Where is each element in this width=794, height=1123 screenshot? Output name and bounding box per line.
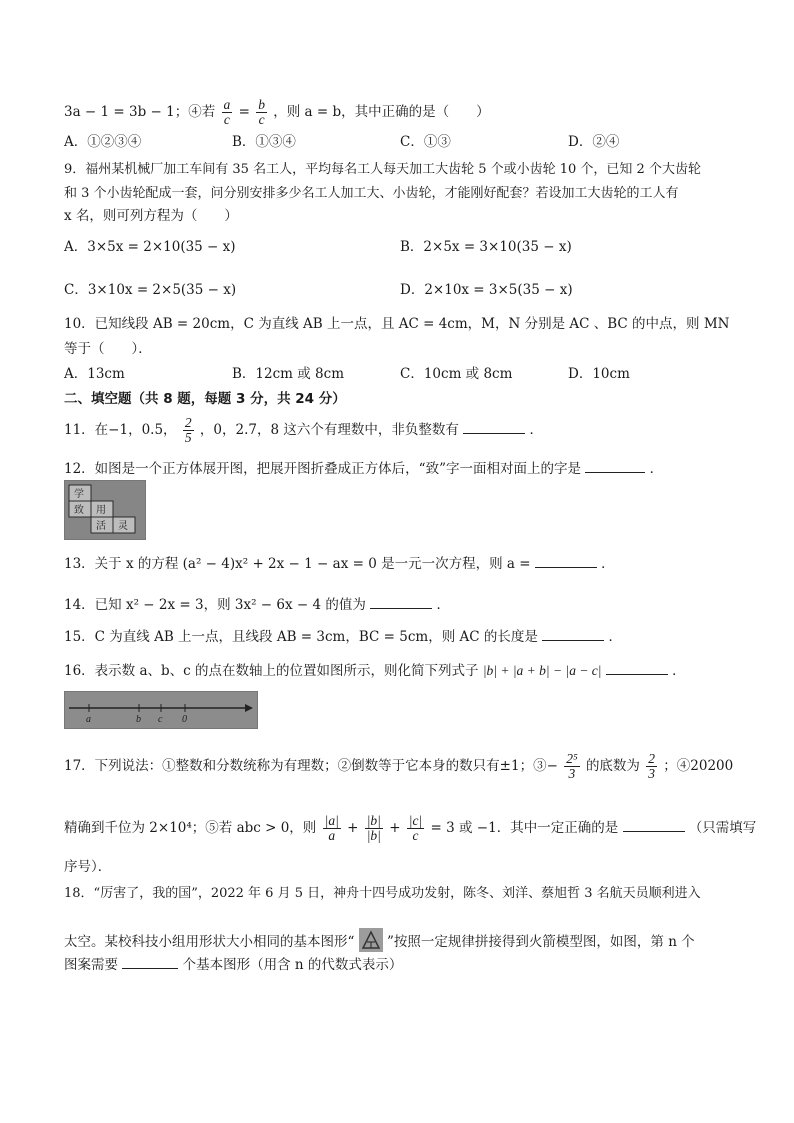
q11-answer-blank[interactable] — [463, 419, 525, 434]
q16-stem: 16．表示数 a、b、c 的点在数轴上的位置如图所示，则化简下列式子 |b| + |a + b| − |a − c| ． — [64, 660, 686, 681]
basic-shape-icon — [359, 928, 383, 952]
q17-fraction-abs-a: $\frac{|a|}{a}$ — [324, 813, 339, 843]
q10-option-d: D．10cm — [568, 366, 630, 382]
q14-stem: 14．已知 x² − 2x = 3，则 3x² − 6x − 4 的值为 ． — [64, 594, 450, 615]
q8-stem: 3a − 1 = 3b − 1；④若 $\frac{a}{c}$ = $\frac{b}{c}$ ，则 a = b，其中正确的是（ ） — [64, 97, 490, 127]
cube-net-figure — [64, 480, 146, 540]
q14-answer-blank[interactable] — [370, 594, 432, 609]
q10-line-2: 等于（ ）． — [64, 341, 152, 357]
cube-face-1: 学 — [74, 489, 84, 500]
q8-option-d: D．②④ — [568, 134, 620, 150]
q11-stem: 11．在−1，0.5， $\frac{2}{5}$ ，0，2.7，8 这六个有理数中，非负整数有 ． — [64, 415, 543, 445]
q8-option-a: A．①②③④ — [64, 134, 142, 150]
q8-fraction-a-over-c: $\frac{a}{c}$ — [223, 97, 231, 127]
cube-face-3: 用 — [96, 505, 106, 516]
axis-label-c: c — [158, 714, 163, 725]
q10-option-a: A．13cm — [64, 366, 125, 382]
q15-stem: 15．C 为直线 AB 上一点，且线段 AB = 3cm，BC = 5cm，则 AC 的长度是 ． — [64, 626, 622, 647]
q8-fraction-b-over-c: $\frac{b}{c}$ — [258, 97, 265, 127]
q17-line-2: 精确到千位为 2×10⁴；⑤若 abc > 0，则 $\frac{|a|}{a}$ + $\frac{|b|}{|b|}$ + $\frac{|c|}{c}$ = 3 或 −1．其中一定正确的是 （只需填写 — [64, 813, 757, 843]
basic-shape-drawing — [359, 928, 383, 952]
axis-label-zero: 0 — [182, 714, 187, 725]
q18-line-3: 图案需要 个基本图形（用含 n 的代数式表示） — [64, 954, 402, 975]
q9-option-d: D．2×10x = 3×5(35 − x) — [400, 282, 573, 298]
q17-line-3: 序号）． — [64, 859, 112, 875]
number-line-figure — [64, 691, 258, 729]
q9-option-c: C．3×10x = 2×5(35 − x) — [64, 282, 237, 298]
q17-fraction-two-thirds: $\frac{2}{3}$ — [648, 751, 655, 781]
cube-face-5: 灵 — [118, 521, 128, 532]
q8-option-c: C．①③ — [400, 134, 451, 150]
number-line-drawing — [65, 692, 257, 728]
q15-answer-blank[interactable] — [542, 626, 604, 641]
q9-option-a: A．3×5x = 2×10(35 − x) — [64, 239, 236, 255]
q16-answer-blank[interactable] — [606, 660, 668, 675]
cube-face-4: 活 — [96, 521, 106, 532]
q17-fraction-abs-b: $\frac{|b|}{|b|}$ — [366, 813, 381, 843]
q11-fraction: $\frac{2}{5}$ — [184, 415, 192, 445]
q17-answer-blank[interactable] — [623, 817, 685, 832]
q18-answer-blank[interactable] — [122, 954, 178, 969]
q9-option-b: B．2×5x = 3×10(35 − x) — [400, 239, 572, 255]
section-heading-fill-in: 二、填空题（共 8 题，每题 3 分，共 24 分） — [64, 391, 346, 407]
q9-line-2: 和 3 个小齿轮配成一套，问分别安排多少名工人加工大、小齿轮，才能刚好配套？若设加工大齿轮的工人有 — [64, 186, 679, 201]
q12-answer-blank[interactable] — [585, 458, 645, 473]
q17-line-1: 17．下列说法：①整数和分数统称为有理数；②倒数等于它本身的数只有±1；③− $\frac{\text{2⁵}}{3}$ 的底数为 $\frac{2}{3}$ ；④20200 — [64, 751, 734, 781]
q10-option-b: B．12cm 或 8cm — [232, 366, 344, 382]
q16-expression: |b| + |a + b| − |a − c| — [482, 663, 602, 678]
q8-option-b: B．①③④ — [232, 134, 296, 150]
q17-fraction-power: $\frac{\text{2⁵}}{3}$ — [566, 751, 578, 781]
cube-net-drawing — [65, 481, 145, 539]
q12-stem: 12．如图是一个正方体展开图，把展开图折叠成正方体后，“致”字一面相对面上的字是 ． — [64, 458, 663, 479]
q13-stem: 13．关于 x 的方程 (a² − 4)x² + 2x − 1 − ax = 0 是一元一次方程，则 a = ． — [64, 553, 615, 574]
q10-line-1: 10．已知线段 AB = 20cm，C 为直线 AB 上一点，且 AC = 4cm，M，N 分别是 AC 、BC 的中点，则 MN — [64, 316, 730, 332]
q17-fraction-abs-c: $\frac{|c|}{c}$ — [408, 813, 423, 843]
q18-line-1: 18．“厉害了，我的国”，2022 年 6 月 5 日，神舟十四号成功发射，陈冬、刘洋、蔡旭哲 3 名航天员顺利进入 — [64, 886, 701, 901]
q18-line-2: 太空。某校科技小组用形状大小相同的基本图形“ ”按照一定规律拼接得到火箭模型图，如图，第 n 个 — [64, 928, 695, 952]
q13-answer-blank[interactable] — [535, 553, 597, 568]
q10-option-c: C．10cm 或 8cm — [400, 366, 513, 382]
axis-label-b: b — [136, 714, 141, 725]
axis-label-a: a — [86, 714, 91, 725]
q9-line-3: x 名，则可列方程为（ ） — [64, 208, 238, 224]
q9-line-1: 9．福州某机械厂加工车间有 35 名工人，平均每名工人每天加工大齿轮 5 个或小齿轮 10 个，已知 2 个大齿轮 — [64, 162, 701, 177]
cube-face-2: 致 — [74, 505, 84, 516]
